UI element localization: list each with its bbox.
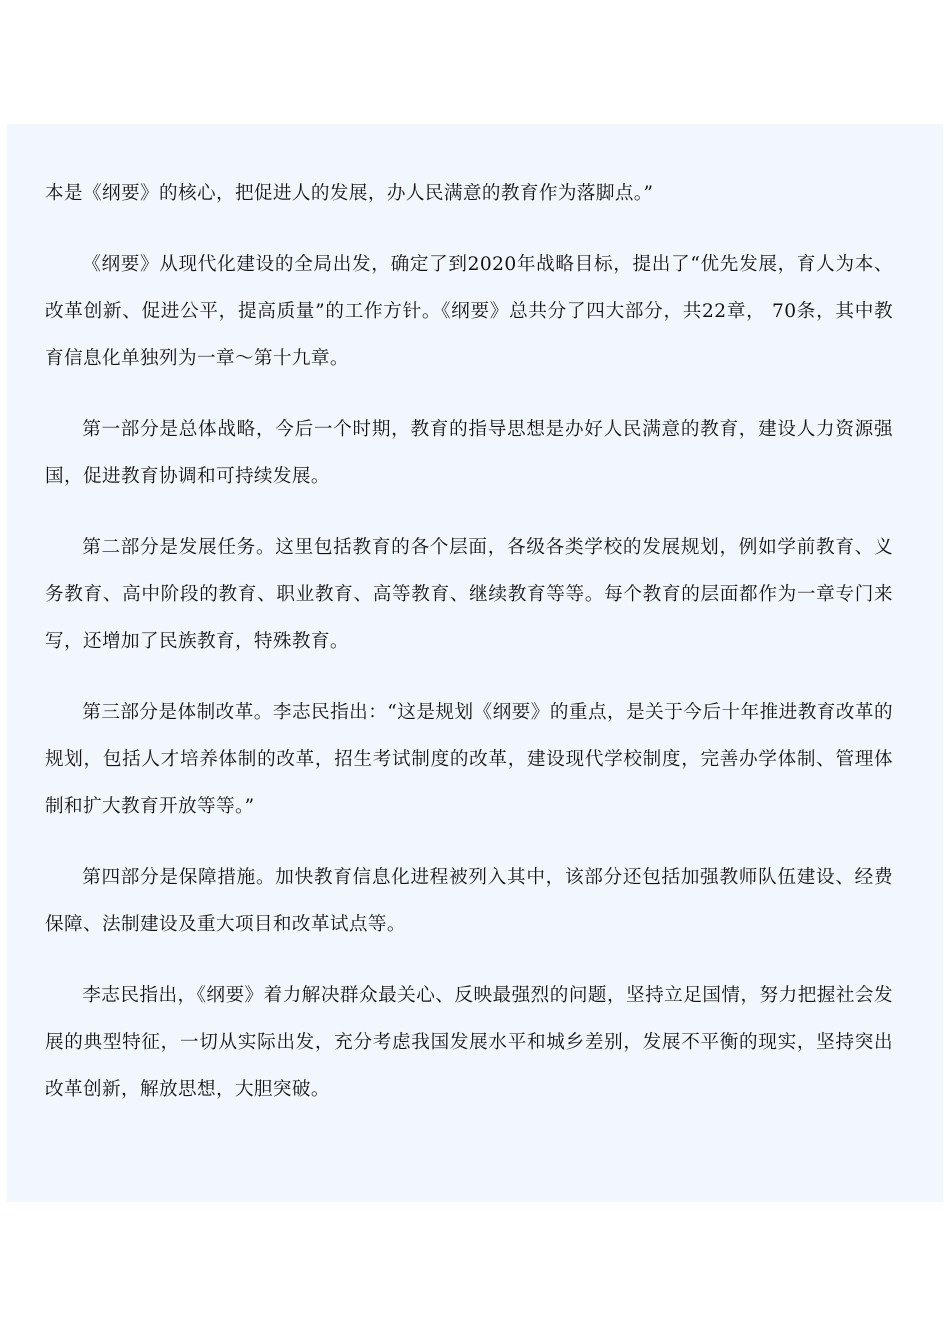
article-body	[45, 170, 893, 1137]
paragraph-part-one: 第一部分是总体战略，今后一个时期，教育的指导思想是办好人民满意的教育，建设人力资源强国，促进教育协调和可持续发展。	[45, 419, 893, 487]
paragraph-outline-overview: 《纲要》从现代化建设的全局出发，确定了到2020年战略目标，提出了“优先发展，育人为本、改革创新、促进公平，提高质量”的工作方针。《纲要》总共分了四大部分，共22章， 70条，其中教育信息化单独列为一章～第十九章。	[45, 254, 893, 369]
paragraph-conclusion: 李志民指出，《纲要》着力解决群众最关心、反映最强烈的问题，坚持立足国情，努力把握社会发展的典型特征，一切从实际出发，充分考虑我国发展水平和城乡差别，发展不平衡的现实，坚持突出改革创新，解放思想，大胆突破。	[45, 985, 893, 1100]
paragraph-part-two: 第二部分是发展任务。这里包括教育的各个层面，各级各类学校的发展规划，例如学前教育、义务教育、高中阶段的教育、职业教育、高等教育、继续教育等等。每个教育的层面都作为一章专门来写，还增加了民族教育，特殊教育。	[45, 537, 893, 652]
paragraph-continuation: 本是《纲要》的核心，把促进人的发展，办人民满意的教育作为落脚点。”	[45, 183, 654, 204]
paragraph-part-three: 第三部分是体制改革。李志民指出：“这是规划《纲要》的重点，是关于今后十年推进教育改革的规划，包括人才培养体制的改革，招生考试制度的改革，建设现代学校制度，完善办学体制、管理体制和扩大教育开放等等。”	[45, 702, 893, 817]
paragraph-part-four: 第四部分是保障措施。加快教育信息化进程被列入其中，该部分还包括加强教师队伍建设、经费保障、法制建设及重大项目和改革试点等。	[45, 867, 893, 935]
